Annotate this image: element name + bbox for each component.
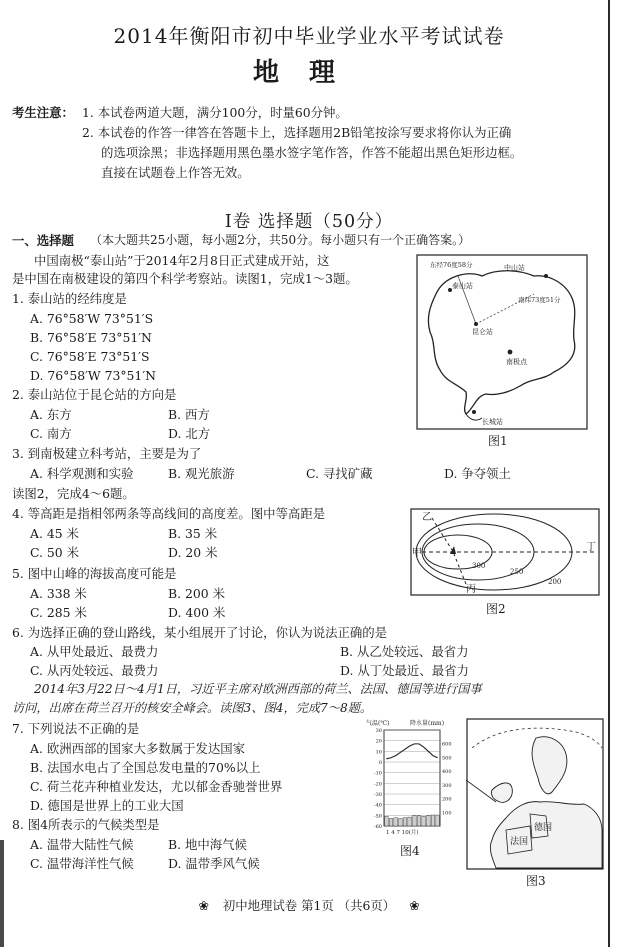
south-pole-dot — [508, 350, 513, 355]
rain-tick-label: 100 — [442, 810, 452, 817]
q3-stem: 3. 到南极建立科考站，主要是为了 — [12, 446, 202, 461]
precipitation-bar — [436, 815, 440, 826]
rain-tick-label: 200 — [442, 796, 452, 803]
label-yi: 乙 — [422, 512, 432, 523]
q5-option-b: B. 200 米 — [168, 586, 225, 601]
label-kunlun: 昆仑站 — [472, 328, 493, 336]
precipitation-bar — [408, 817, 412, 826]
temp-tick-label: 10 — [375, 749, 382, 756]
rain-tick-label: 500 — [442, 755, 452, 762]
europe-map — [466, 718, 604, 874]
q3-option-c: C. 寻找矿藏 — [306, 466, 373, 481]
precipitation-bar — [417, 816, 421, 826]
q2-option-b: B. 西方 — [168, 407, 210, 422]
antarctica-map — [416, 254, 588, 430]
figure-4-caption: 图4 — [400, 844, 420, 858]
label-bing: 丙 — [466, 584, 476, 595]
temp-tick-label: -20 — [373, 781, 382, 788]
footer-text: 初中地理试卷 第1页 （共6页） — [222, 898, 396, 913]
q6-option-a: A. 从甲处最近、最费力 — [30, 644, 159, 659]
scan-shadow — [0, 840, 4, 947]
label-germany: 德国 — [534, 823, 553, 833]
temp-tick-label: -30 — [373, 792, 382, 798]
note-1: 1. 本试卷两道大题，满分100分，时量60分钟。 — [82, 105, 348, 120]
figure-4 — [366, 718, 462, 858]
label-taishan: 泰山站 — [452, 282, 473, 290]
q5-stem: 5. 图中山峰的海拔高度可能是 — [12, 566, 177, 581]
q6-option-c: C. 从丙处较远、最费力 — [30, 663, 159, 678]
label-zhongshan: 中山站 — [504, 264, 525, 272]
changcheng-station-dot — [472, 410, 476, 414]
note-2a: 2. 本试卷的作答一律答在答题卡上，选择题用2B铅笔按涂写要求将你认为正确 — [82, 125, 512, 140]
precipitation-bar — [403, 818, 407, 826]
q3-option-a: A. 科学观测和实验 — [30, 466, 134, 481]
precipitation-bar — [422, 816, 426, 826]
label-c300: 300 — [472, 562, 486, 570]
precipitation-bar — [389, 818, 393, 826]
figure-1 — [416, 254, 588, 448]
british-isles — [491, 783, 512, 802]
precipitation-bar — [394, 818, 398, 826]
section-desc: （本大题共25小题，每小题2分，共50分。每小题只有一个正确答案。） — [90, 233, 471, 247]
intro1-line2: 是中国在南极建设的第四个科学考察站。读图1，完成1～3题。 — [12, 271, 358, 286]
q5-option-d: D. 400 米 — [168, 605, 226, 620]
rain-tick-label: 600 — [442, 741, 452, 748]
label-pole: 南极点 — [506, 358, 527, 366]
label-france: 法国 — [510, 837, 529, 847]
q6-option-b: B. 从乙处较远、最省力 — [340, 644, 469, 659]
q7-stem: 7. 下列说法不正确的是 — [12, 721, 140, 736]
precipitation-bar — [385, 816, 389, 826]
q1-stem: 1. 泰山站的经纬度是 — [12, 291, 127, 306]
q1-option-d: D. 76°58′W 73°51′N — [30, 368, 156, 383]
temp-tick-label: 30 — [375, 728, 382, 734]
subject-title: 地理 — [252, 58, 365, 88]
month-axis-label: 1 4 7 10(月) — [386, 830, 419, 836]
q2-option-a: A. 东方 — [30, 407, 72, 422]
q8-option-d: D. 温带季风气候 — [168, 856, 260, 871]
q5-option-a: A. 338 米 — [30, 586, 87, 601]
temp-axis-title: 气温(℃) — [366, 720, 390, 727]
q2-option-c: C. 南方 — [30, 426, 72, 441]
q8-option-a: A. 温带大陆性气候 — [30, 837, 134, 852]
section-label: 一、选择题 — [12, 233, 74, 248]
q4-option-d: D. 20 米 — [168, 545, 218, 560]
q2-stem: 2. 泰山站位于昆仑站的方向是 — [12, 387, 177, 402]
q4-option-c: C. 50 米 — [30, 545, 80, 560]
figure-2-caption: 图2 — [486, 602, 506, 616]
scandinavia — [532, 737, 567, 794]
q7-option-b: B. 法国水电占了全国总发电量的70%以上 — [30, 760, 261, 775]
q1-option-a: A. 76°58′W 73°51′S — [30, 311, 154, 326]
figure-1-caption: 图1 — [488, 434, 508, 448]
binding-edge-line — [608, 0, 610, 947]
figure-2 — [410, 508, 600, 616]
precipitation-bar — [413, 816, 417, 826]
kunlun-station-dot — [474, 322, 478, 326]
q1-option-c: C. 76°58′E 73°51′S — [30, 349, 150, 364]
q3-option-b: B. 观光旅游 — [168, 466, 235, 481]
note-2b: 的选项涂黑；非选择题用黑色墨水签字笔作答，作答不能超出黑色矩形边框。 — [101, 145, 523, 160]
climate-chart — [366, 718, 462, 836]
zhongshan-station-dot — [544, 274, 548, 278]
q6-option-d: D. 从丁处最近、最省力 — [340, 663, 469, 678]
q8-option-c: C. 温带海洋性气候 — [30, 856, 134, 871]
temp-tick-label: -40 — [373, 802, 382, 809]
antarctica-coastline — [428, 271, 574, 414]
intro3-line2: 访问，出席在荷兰召开的核安全峰会。读图3、图4，完成7～8题。 — [12, 701, 373, 715]
rain-tick-label: 400 — [442, 769, 452, 776]
rain-axis-title: 降水量(mm) — [410, 720, 445, 727]
q4-option-a: A. 45 米 — [30, 526, 79, 541]
q4-stem: 4. 等高距是指相邻两条等高线间的高度差。图中等高距是 — [12, 506, 326, 521]
label-s73: 南纬73度51分 — [518, 296, 561, 304]
q6-stem: 6. 为选择正确的登山路线，某小组展开了讨论，你认为说法正确的是 — [12, 625, 388, 640]
exam-title: 2014年衡阳市初中毕业学业水平考试试卷 — [113, 24, 505, 48]
flower-icon-right: ❀ — [409, 898, 420, 913]
temp-tick-label: -60 — [373, 824, 382, 830]
label-c200: 200 — [548, 578, 562, 586]
label-e76: 东经76度58分 — [430, 261, 473, 269]
temp-tick-label: -10 — [373, 770, 382, 777]
q8-stem: 8. 图4所表示的气候类型是 — [12, 817, 160, 832]
q8-option-b: B. 地中海气候 — [168, 837, 247, 852]
intro2: 读图2，完成4～6题。 — [12, 486, 135, 501]
q2-option-d: D. 北方 — [168, 426, 211, 441]
contour-map — [410, 508, 600, 598]
mainland-europe — [490, 802, 602, 868]
q7-option-c: C. 荷兰花卉种植业发达，尤以郁金香驰誉世界 — [30, 779, 283, 794]
page-footer — [0, 896, 618, 914]
section-title: Ⅰ卷 选择题（50分） — [224, 212, 394, 232]
q7-option-a: A. 欧洲西部的国家大多数属于发达国家 — [30, 741, 246, 756]
temp-tick-label: 20 — [375, 738, 382, 745]
figure-3-caption: 图3 — [526, 874, 546, 888]
q5-option-c: C. 285 米 — [30, 605, 87, 620]
notes-label: 考生注意： — [12, 105, 74, 120]
q3-option-d: D. 争夺领土 — [444, 466, 511, 481]
flower-icon-left: ❀ — [198, 898, 209, 913]
label-c250: 250 — [510, 568, 524, 576]
precipitation-bar — [399, 818, 403, 826]
peak-marker — [450, 546, 456, 554]
q7-option-d: D. 德国是世界上的工业大国 — [30, 798, 184, 813]
rain-tick-label: 300 — [442, 782, 452, 789]
figure-3 — [466, 718, 604, 888]
precipitation-bar — [427, 816, 431, 826]
q1-option-b: B. 76°58′E 73°51′N — [30, 330, 152, 345]
label-ding: 丁 — [586, 542, 596, 553]
intro1-line1: 中国南极“泰山站”于2014年2月8日正式建成开站，这 — [34, 253, 330, 268]
label-changcheng: 长城站 — [482, 418, 503, 426]
temp-tick-label: -50 — [373, 813, 382, 820]
temp-tick-label: 0 — [378, 760, 382, 766]
intro3-line1: 2014年3月22日～4月1日，习近平主席对欧洲西部的荷兰、法国、德国等进行国事 — [34, 682, 482, 696]
q4-option-b: B. 35 米 — [168, 526, 218, 541]
note-2c: 直接在试题卷上作答无效。 — [101, 165, 250, 180]
label-jia: 甲 — [412, 548, 422, 559]
precipitation-bar — [431, 815, 435, 826]
